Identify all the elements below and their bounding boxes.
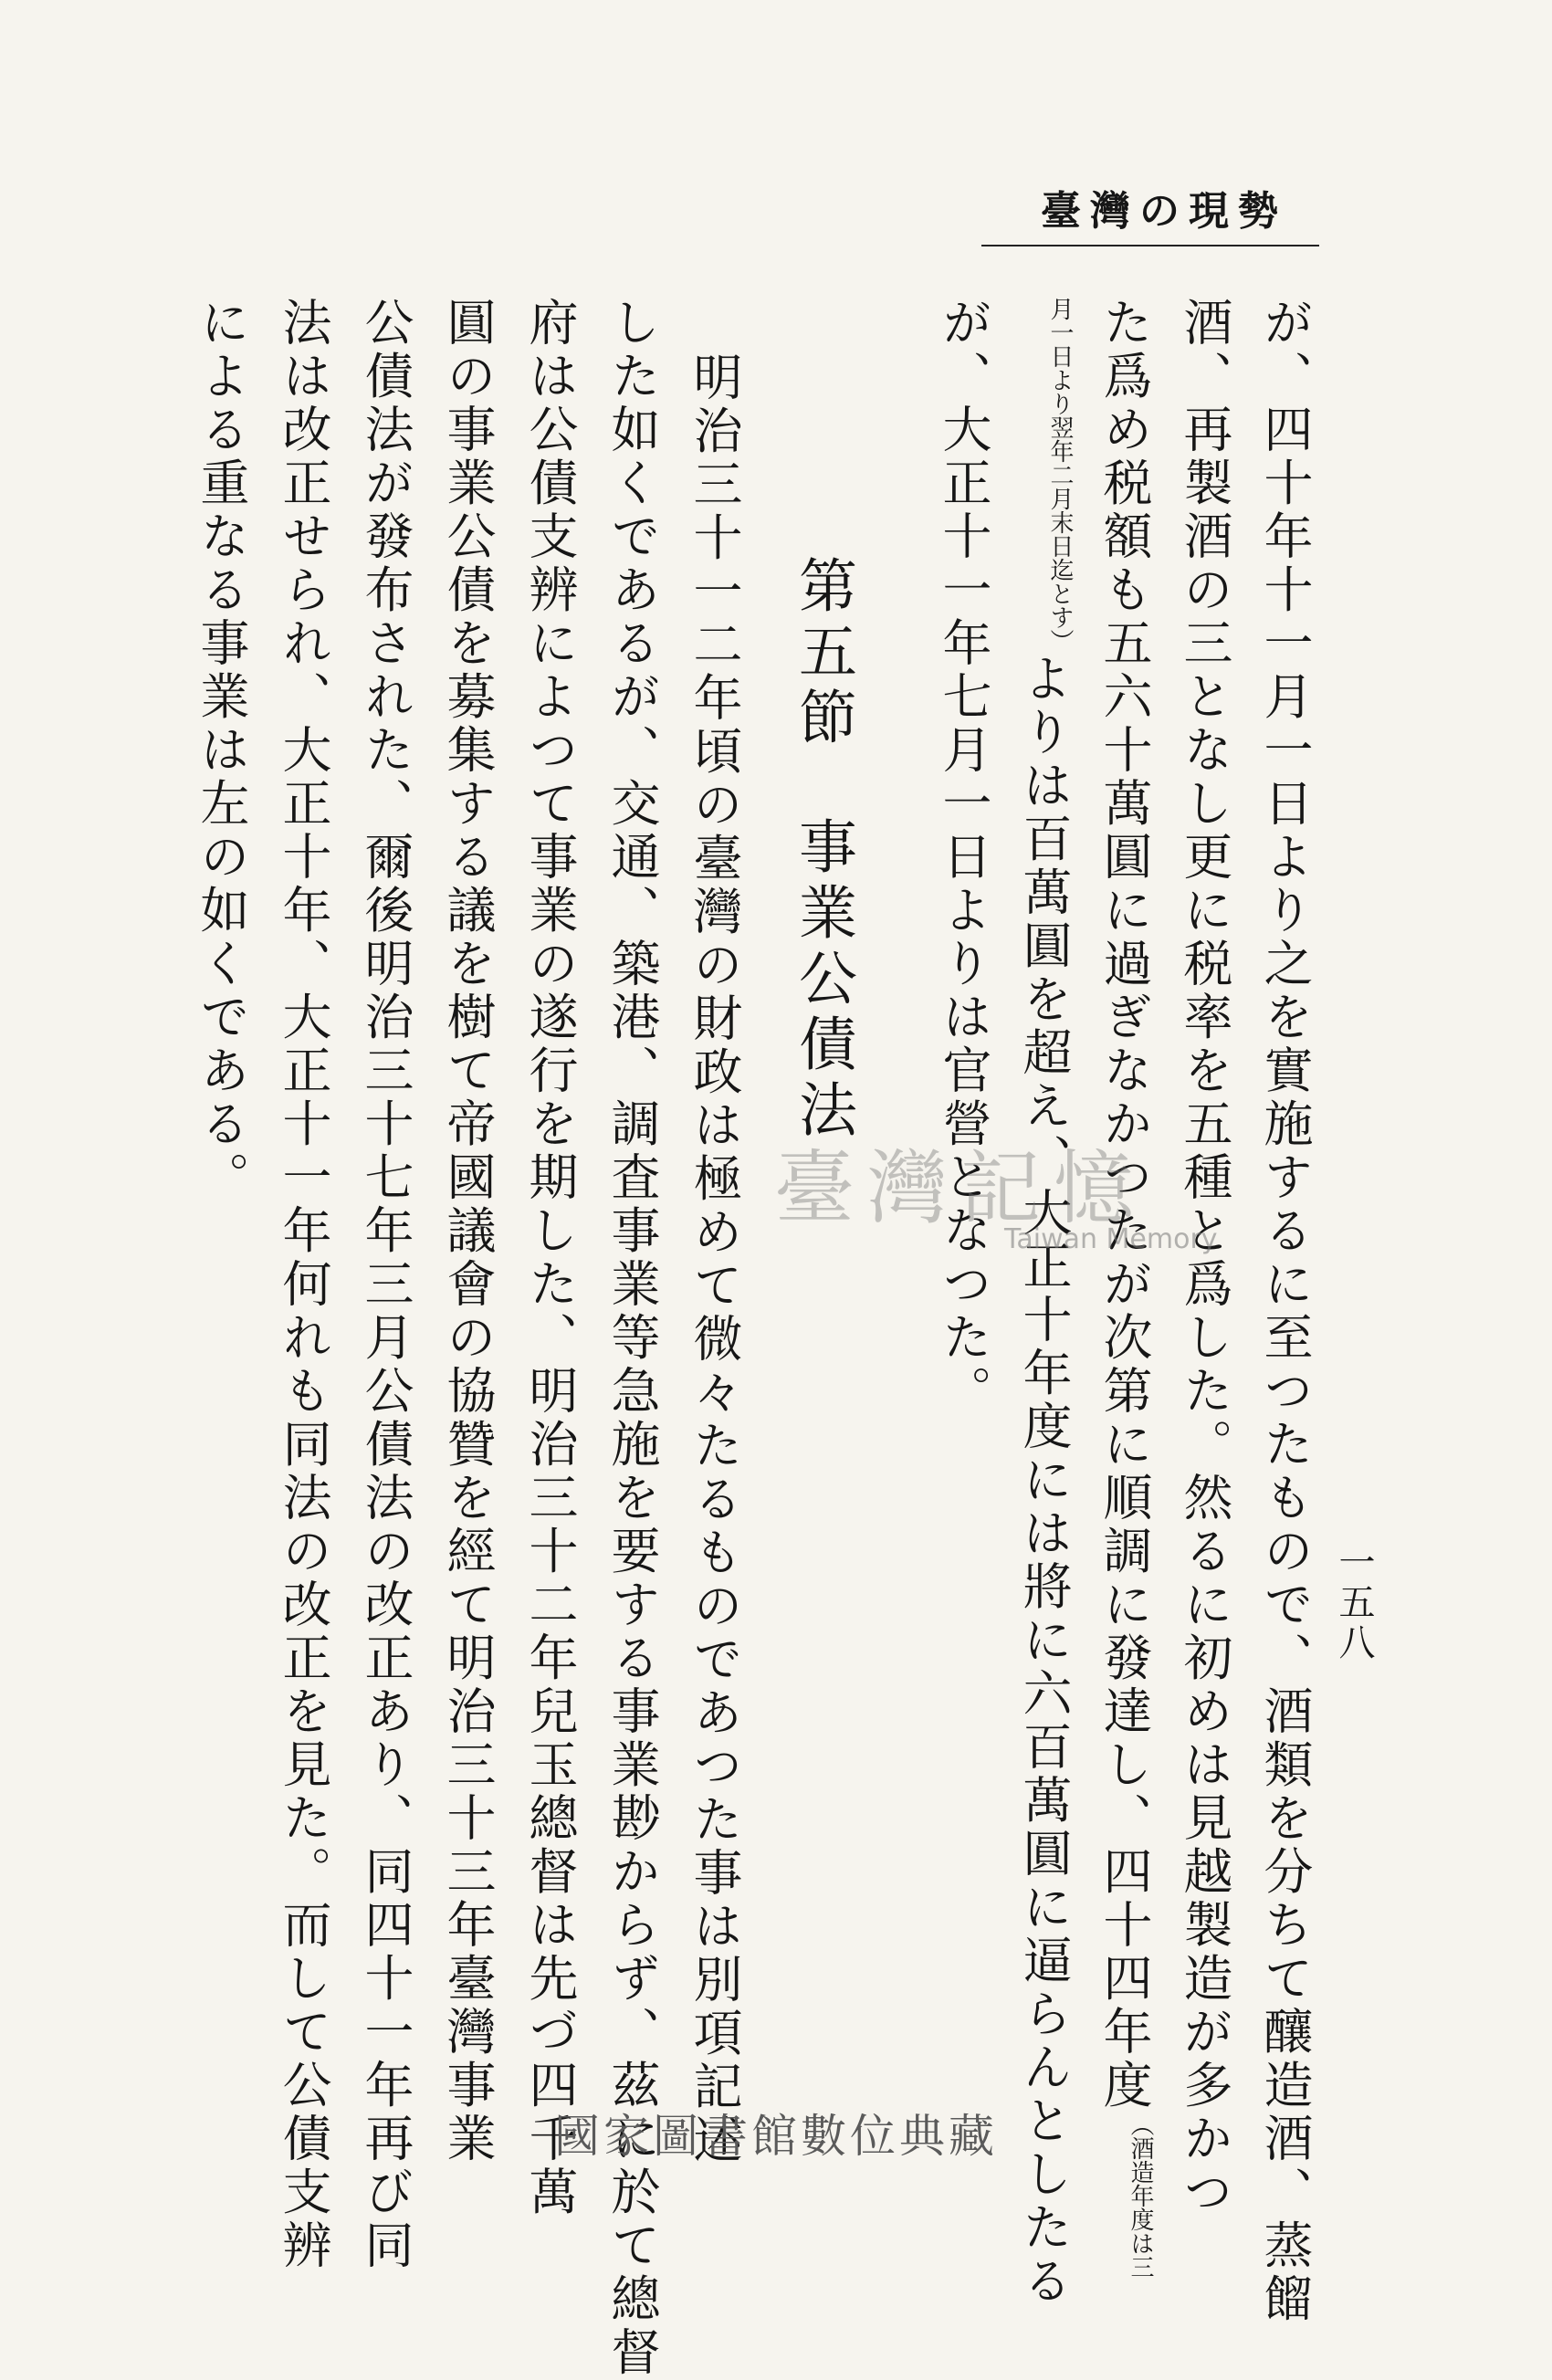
watermark-subtitle: Taiwan Memory [1004, 1223, 1218, 1255]
text-column: 酒、再製酒の三となし更に税率を五種と爲した。然るに初めは見越製造が多かつ [1176, 297, 1233, 2219]
text-column: した如くであるが、交通、築港、調査事業等急施を要する事業尠からず、茲に於て總督 [603, 297, 661, 2380]
section-number: 第五節 [789, 555, 856, 752]
running-header-title: 臺灣の現勢 [1041, 188, 1287, 235]
inline-note-line: 二月末日迄とす） [1046, 463, 1074, 653]
text-column: による重なる事業は左の如くである。 [193, 297, 250, 1205]
text-column: 明治三十一二年頃の臺灣の財政は極めて微々たるものであつた事は別項記述 [686, 351, 743, 2167]
header-rule [981, 245, 1319, 246]
text-column: が、四十年十一月一日より之を實施するに至つたもので、酒類を分ちて釀造酒、蒸餾 [1256, 297, 1314, 2326]
text-column: 圓の事業公債を募集する議を樹て帝國議會の協贊を經て明治三十三年臺灣事業 [439, 297, 497, 2166]
watermark-logo: 臺灣記憶 [774, 1141, 1148, 1235]
text-run: た爲め税額も五六十萬圓に過ぎなかつたが次第に順調に發達し、四十四年度 [1096, 297, 1153, 2113]
section-title: 事業公債法 [789, 816, 856, 1145]
library-footer: 國家圖書館數位典藏 [554, 2110, 998, 2163]
inline-note-line: （酒造年 [1127, 2113, 1154, 2207]
page-number: 一五八 [1333, 1543, 1375, 1663]
inline-note-line: 度は三 [1127, 2207, 1154, 2279]
text-column: 公債法が發布された、爾後明治三十七年三月公債法の改正あり、同四十一年再び同 [357, 297, 414, 2273]
text-column: が、大正十一年七月一日よりは官營となつた。 [935, 297, 992, 1419]
inline-note-line: 月一日より翌年 [1046, 297, 1074, 463]
inline-note [1046, 297, 1074, 653]
text-column: 府は公債支辨によつて事業の遂行を期した、明治三十二年兒玉總督は先づ四千萬 [521, 297, 579, 2219]
text-column: 法は改正せられ、大正十年、大正十一年何れも同法の改正を見た。而して公債支辨 [275, 297, 332, 2273]
text-run: よりは百萬圓を超え、大正十年度には將に六百萬圓に逼らんとしたる [1015, 653, 1073, 2309]
